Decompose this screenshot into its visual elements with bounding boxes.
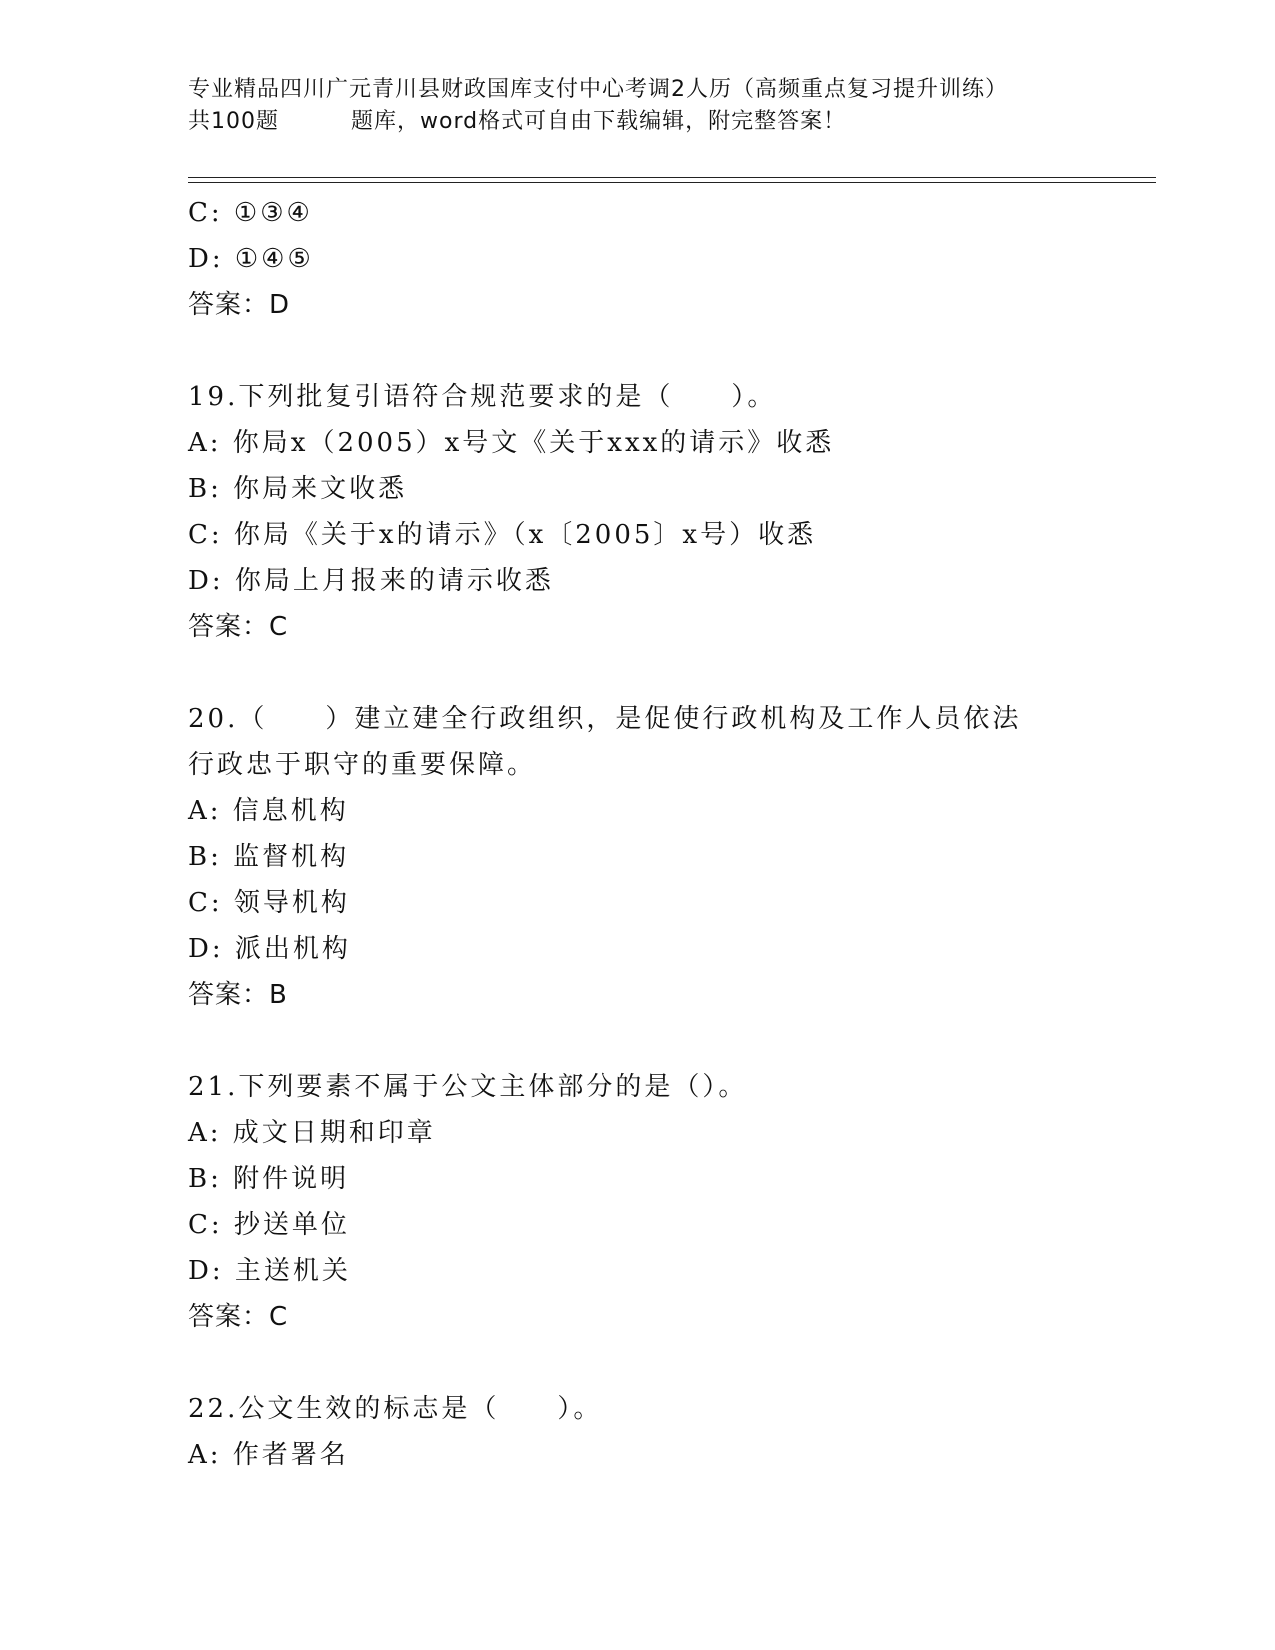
option-c: C: 你局《关于x的请示》（x〔2005〕x号）收悉 <box>188 520 817 550</box>
option-b: B: 你局来文收悉 <box>188 474 408 504</box>
option-c: C: 领导机构 <box>188 888 350 918</box>
header-subtitle-line <box>188 106 1088 138</box>
option-a: A: 信息机构 <box>188 796 349 826</box>
option-a: A: 你局x（2005）x号文《关于xxx的请示》收悉 <box>188 428 835 458</box>
option-c: C: ①③④ <box>188 198 313 228</box>
option-d: D: 你局上月报来的请示收悉 <box>188 566 554 596</box>
option-a: A: 作者署名 <box>188 1440 349 1470</box>
answer-line: 答案：C <box>188 612 289 642</box>
option-d: D: 主送机关 <box>188 1256 351 1286</box>
option-a: A: 成文日期和印章 <box>188 1118 436 1148</box>
option-d: D: ①④⑤ <box>188 244 314 274</box>
answer-line: 答案：B <box>188 980 288 1010</box>
header-question-count: 共100题 <box>188 109 279 134</box>
question-22 <box>188 1386 1088 1478</box>
option-c: C: 抄送单位 <box>188 1210 350 1240</box>
question-stem: 20.（ ）建立建全行政组织，是促使行政机构及工作人员依法行政忠于职守的重要保障。 <box>188 704 1022 780</box>
document-header <box>188 74 1088 138</box>
answer-line: 答案：D <box>188 290 291 320</box>
question-stem: 19.下列批复引语符合规范要求的是（ ）。 <box>188 382 777 412</box>
header-rule-bottom <box>188 182 1156 183</box>
header-rule-top <box>188 177 1156 178</box>
option-d: D: 派出机构 <box>188 934 351 964</box>
option-b: B: 附件说明 <box>188 1164 350 1194</box>
header-format-note: 题库，word格式可自由下载编辑，附完整答案！ <box>351 109 847 134</box>
answer-line: 答案：C <box>188 1302 289 1332</box>
question-20 <box>188 696 1088 1018</box>
question-21 <box>188 1064 1088 1340</box>
option-b: B: 监督机构 <box>188 842 350 872</box>
question-stem: 21.下列要素不属于公文主体部分的是（）。 <box>188 1072 748 1102</box>
question-stem: 22.公文生效的标志是（ ）。 <box>188 1394 603 1424</box>
header-title-line: 专业精品四川广元青川县财政国库支付中心考调2人历（高频重点复习提升训练） <box>188 77 1008 102</box>
question-content <box>188 190 1088 1478</box>
prev-question-tail <box>188 190 1088 328</box>
question-19 <box>188 374 1088 650</box>
